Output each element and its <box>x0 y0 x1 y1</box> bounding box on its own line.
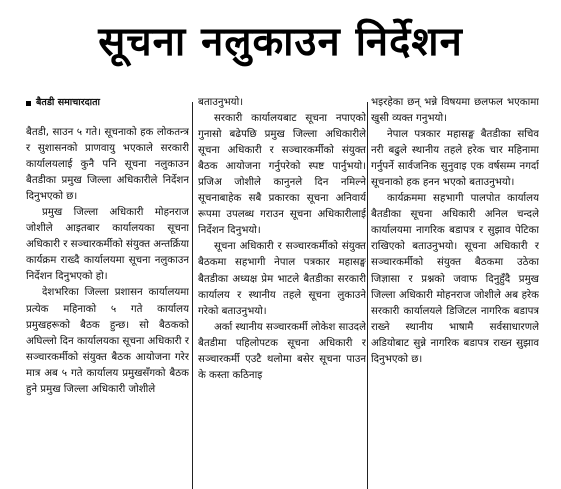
byline-text: बैतडी समाचारदाता <box>36 96 101 108</box>
paragraph: बैतडी, साउन ५ गते। सूचनाको हक लोकतन्त्र र सुशासनको प्राणवायु भएकाले सरकारी कार्यालयलाई कुनै पनि सूचना नलुकाउन बैतडीका प्रमुख जिल्ला अधिकारीले निर्देशन दिनुभएको छ। <box>26 127 189 203</box>
article-column-2 <box>198 95 366 489</box>
paragraph: सूचना अधिकारी र सञ्चारकर्मीको संयुक्त बैठकमा सहभागी नेपाल पत्रकार महासङ्घ बैतडीका अध्यक्ष प्रेम भाटले बैतडीका सरकारी कार्यालय र स्थानीय तहले सूचना लुकाउने गरेको बताउनुभयो। <box>198 241 366 317</box>
paragraph: प्रमुख जिल्ला अधिकारी मोहनराज जोशीले आइतबार कार्यालयका सूचना अधिकारी र सञ्चारकर्मीको संयुक्त अन्तर्क्रिया कार्यक्रम राख्दै कार्यालयमा सूचना नलुकाउन निर्देशन दिनुभएको हो। <box>26 207 189 283</box>
paragraph: देशभरिका जिल्ला प्रशासन कार्यालयमा प्रत्येक महिनाको ५ गते कार्यालय प्रमुखहरूको बैठक हुन्छ। सो बैठकको अघिल्लो दिन कार्यालयका सूचना अधिकारी र सञ्चारकर्मीको संयुक्त बैठक आयोजना गरेर मात्र अब ५ गते कार्यालय प्रमुखसँगको बैठक हुने प्रमुख जिल्ला अधिकारी जोशीले <box>26 287 189 395</box>
byline <box>26 95 189 111</box>
paragraph: नेपाल पत्रकार महासङ्घ बैतडीका सचिव नरी बढुले स्थानीय तहले हरेक चार महिनामा गर्नुपर्ने सार्वजनिक सुनुवाइ एक वर्षसम्म नगर्दा सूचनाको हक हनन भएको बताउनुभयो। <box>371 129 539 189</box>
headline: सूचना नलुकाउन निर्देशन <box>98 19 463 65</box>
paragraph: बताउनुभयो। <box>198 97 244 108</box>
article-column-1 <box>26 95 189 489</box>
paragraph: भइरहेका छन् भन्ने विषयमा छलफल भएकामा खुसी व्यक्त गनुभयो। <box>371 97 539 125</box>
paragraph: अर्का स्थानीय सञ्चारकर्मी लोकेश साउदले बैतडीमा पहिलोपटक सूचना अधिकारी र सञ्चारकर्मी एउटै थलोमा बसेर सूचना पाउन के कस्ता कठिनाइ <box>198 321 366 381</box>
paragraph: सरकारी कार्यालयबाट सूचना नपाएको गुनासो बढेपछि प्रमुख जिल्ला अधिकारीले सूचना अधिकारी र सञ्चारकर्मीको संयुक्त बैठक आयोजना गर्नुपरेको स्पष्ट पार्नुभयो। प्रजिअ जोशीले कानुनले दिन नमिल्ने सूचनाबाहेक सबै प्रकारका सूचना अनिवार्य रूपमा उपलब्ध गराउन सूचना अधिकारीलाई निर्देशन दिनुभयो। <box>198 113 366 237</box>
column-divider <box>192 102 193 489</box>
paragraph: कार्यक्रममा सहभागी पालपोत कार्यालय बैतडीका सूचना अधिकारी अनिल चन्दले कार्यालयमा नागरिक बडापत्र र सुझाव पेटिका राखिएको बताउनुभयो। सूचना अधिकारी र सञ्चारकर्मीको संयुक्त बैठकमा उठेका जिज्ञासा र प्रश्नको जवाफ दिनुहुँदै प्रमुख जिल्ला अधिकारी मोहनराज जोशीले अब हरेक सरकारी कार्यालयले डिजिटल नागरिक बडापत्र राख्ने स्थानीय भाषामै सर्वसाधारणले अडियोबाट सुन्ने नागरिक बडापत्र राख्न सुझाव दिनुभएको छ। <box>371 193 539 365</box>
bullet-icon <box>26 101 31 106</box>
column-divider <box>367 102 368 489</box>
article-column-3 <box>371 95 539 489</box>
